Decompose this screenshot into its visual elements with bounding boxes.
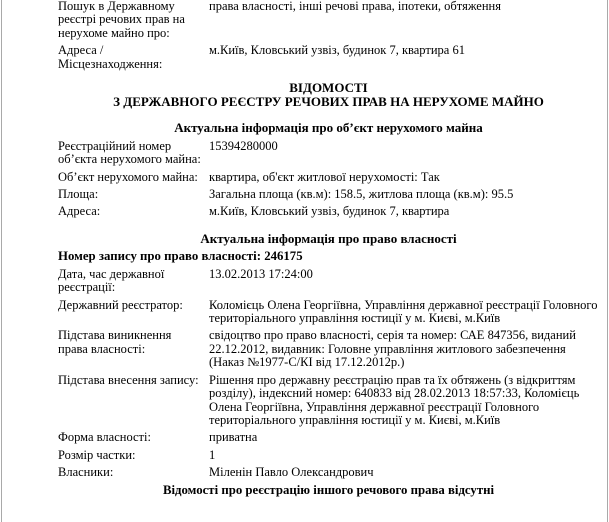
field-row-search-criteria [58, 0, 599, 40]
field-value: 15394280000 [209, 138, 278, 153]
field-value: 13.02.2013 17:24:00 [209, 266, 313, 281]
field-row-address [58, 205, 599, 218]
field-value: права власності, інші речові права, іпотеки, обтяження [209, 0, 501, 13]
section-heading-ownership: Актуальна інформація про право власності [200, 230, 457, 246]
field-value: приватна [209, 430, 258, 445]
field-label: Адреса: [58, 204, 101, 219]
field-label: Дата, час державної реєстрації: [58, 266, 165, 295]
field-label: Власники: [58, 465, 114, 480]
field-row-owners [58, 466, 599, 479]
field-row-object-type [58, 171, 599, 184]
field-value: Міленін Павло Олександрович [209, 465, 374, 480]
field-row-state-registrar [58, 299, 599, 326]
section-heading-object-info: Актуальна інформація про об’єкт нерухомого майна [174, 120, 483, 136]
field-row-area [58, 188, 599, 201]
field-label: Підстава внесення запису: [58, 372, 199, 387]
field-value: свідоцтво про право власності, серія та номер: САЕ 847356, виданий 22.12.2012, видавник: Головне управління житлового забезпечення (Наказ №1977-С/КІ від 17.12.2012р.) [209, 328, 576, 370]
field-row-record-entry-basis [58, 374, 599, 428]
field-label: Розмір частки: [58, 447, 136, 462]
field-row-ownership-basis [58, 329, 599, 369]
field-value: м.Київ, Кловський узвіз, будинок 7, квартира 61 [209, 43, 465, 58]
field-label: Об’єкт нерухомого майна: [58, 169, 198, 184]
field-label: Адреса / Місцезнаходження: [58, 43, 163, 71]
field-value: 1 [209, 447, 216, 462]
field-value: Коломієць Олена Георгіївна, Управління державної реєстрації Головного територіального управління юстиції у м. Києві, м.Київ [209, 297, 598, 326]
field-row-share-size [58, 449, 599, 462]
other-rights-absent-notice: Відомості про реєстрацію іншого речового права відсутні [162, 482, 495, 497]
field-label: Підстава виникнення права власності: [58, 328, 172, 356]
field-label: Площа: [58, 187, 99, 202]
document-title [58, 81, 599, 108]
field-row-search-address [58, 44, 599, 71]
field-value: квартира, об'єкт житлової нерухомості: Так [209, 169, 440, 184]
field-row-registration-number [58, 140, 599, 167]
field-value: м.Київ, Кловський узвіз, будинок 7, квартира [209, 204, 450, 219]
field-value: Загальна площа (кв.м): 158.5, житлова площа (кв.м): 95.5 [209, 187, 514, 202]
document-title-line2: З ДЕРЖАВНОГО РЕЄСТРУ РЕЧОВИХ ПРАВ НА НЕРУХОМЕ МАЙНО [113, 93, 544, 109]
field-value: Рішення про державну реєстрацію прав та їх обтяжень (з відкриттям розділу), індексний номер: 640833 від 28.02.2013 18:57:33, Коломієць Олена Георгіївна, Управління державної реєстрації Головного територіального управління юстиції у м. Києві, м.Київ [209, 372, 580, 427]
field-label: Форма власності: [58, 430, 151, 445]
field-label: Реєстраційний номер об’єкта нерухомого майна: [58, 138, 201, 167]
document-title-line1: ВІДОМОСТІ [289, 80, 368, 96]
field-label: Пошук в Державному реєстрі речових прав на нерухоме майно про: [58, 0, 185, 40]
document-content [2, 0, 607, 497]
field-label: Державний реєстратор: [58, 297, 183, 312]
field-row-registration-datetime [58, 268, 599, 295]
ownership-record-number: Номер запису про право власності: 246175 [58, 249, 303, 264]
document-page [1, 0, 608, 522]
field-row-ownership-form [58, 431, 599, 444]
